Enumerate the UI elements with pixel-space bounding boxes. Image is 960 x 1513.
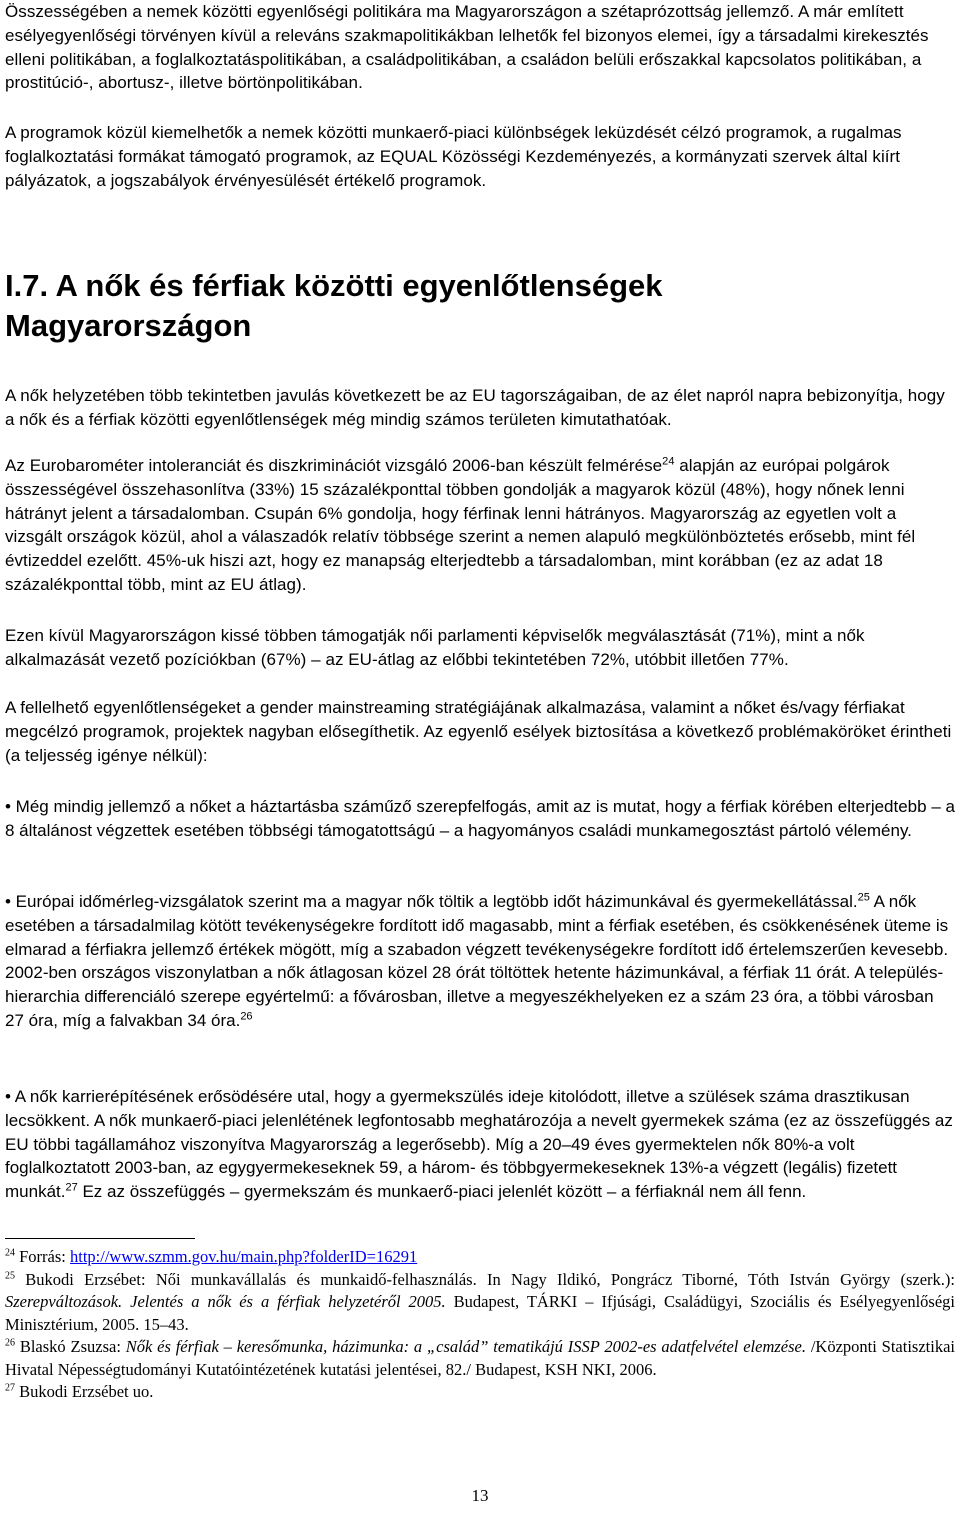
footnote-26 [5,1336,955,1381]
footnote-24-text: Forrás: [15,1247,70,1266]
footnote-26-text: Blaskó Zsuzsa: [15,1337,126,1356]
footnote-ref-27: 27 [65,1181,78,1194]
paragraph-parliament: Ezen kívül Magyarországon kissé többen támogatják női parlamenti képviselők megválasztását (71%), mint a nők alkalmazását vezető pozíciókban (67%) – az EU-átlag az előbbi tekintetében 72%, utóbbit illetően 77%. [5,626,865,669]
footnote-separator [5,1238,195,1239]
footnote-25 [5,1269,955,1337]
eurobarometer-text-start: Az Eurobarométer intoleranciát és diszkriminációt vizsgáló 2006-ban készült felmérése [5,456,663,475]
eurobarometer-text-end: alapján az európai polgárok összességével összehasonlítva (33%) 15 százalékponttal többen gondolják a magyarok közül (48%), hogy nőnek lenni hátrányt jelent a társadalomban. Csupán 6% gondolja, hogy férfinak lenni hátrányos. Magyarország az egyetlen volt a vizsgált országok közül, ahol a válaszadók relatív többsége szerint a nemen alapuló megkülönböztetés erősebb, mint fél évtizeddel ezelőtt. 45%-uk hiszi azt, hogy ez manapság elterjedtebb a társadalomban, mint korábban (ez az adat 18 százalékponttal több, mint az EU átlag). [5,456,916,594]
footnote-27-text: Bukodi Erzsébet uo. [15,1382,154,1401]
footnote-25-number: 25 [5,1270,15,1281]
page-number: 13 [471,1486,489,1505]
paragraph-gender-mainstreaming: A fellelhető egyenlőtlenségeket a gender mainstreaming stratégiájának alkalmazása, valamint a nőket és/vagy férfiakat megcélzó programok, projektek nagyban elősegíthetik. Az egyenlő esélyek biztosítása a következő problémaköröket érintheti (a teljesség igénye nélkül): [5,698,952,765]
footnote-26-title: Nők és férfiak – keresőmunka, házimunka: a „család” tematikájú ISSP 2002-es adatfelvétel elemzése. [125,1337,806,1356]
footnote-25-publisher: Budapest, TÁRKI – Ifjúsági, Családügyi, Szociális és Esélyegyenlőségi Minisztérium, 2005. 15–43. [5,1292,955,1334]
bullet-time-use [5,890,955,1033]
footnote-27-number: 27 [5,1382,15,1394]
footnote-25-title: Szerepváltozások. Jelentés a nők és a férfiak helyzetéről 2005. [5,1292,446,1311]
footnote-ref-25: 25 [857,891,870,904]
footnote-24-number: 24 [5,1247,15,1259]
paragraph-intro: A nők helyzetében több tekintetben javulás következett be az EU tagországaiban, de az élet napról napra bebizonyítja, hogy a nők és a férfiak közötti egyenlőtlenségek még mindig számos területen kimutathatóak. [5,386,945,429]
career-text-end: Ez az összefüggés – gyermekszám és munkaerő-piaci jelenlét között – a férfiaknál nem áll fenn. [77,1182,807,1202]
paragraph-summary: Összességében a nemek közötti egyenlőségi politikára ma Magyarországon a szétaprózottság jellemző. A már említett esélyegyenlőségi törvényen kívül a releváns szakmapolitikákban lelhetők fel bizonyos elemei, így a társadalmi kirekesztés elleni politikában, a foglalkoztatáspolitikában, a családpolitikában, a családon belüli erőszakkal kapcsolatos politikában, a prostitúció-, abortusz-, illetve börtönpolitikában. [5,2,929,93]
footnote-26-publisher: /Központi Statisztikai Hivatal Népességtudományi Kutatóintézetének kutatási jelentései, 82./ Budapest, KSH NKI, 2006. [5,1337,955,1379]
section-heading: I.7. A nők és férfiak közötti egyenlőtlenségek Magyarországon [5,268,663,343]
bullet-career [5,1085,955,1204]
footnote-26-number: 26 [5,1337,15,1349]
career-text-start: • A nők karrierépítésének erősödésére utal, hogy a gyermekszülés ideje kitolódott, illetve a szülések száma drasztikusan lecsökkent. A nők munkaerő-piaci jelenlétének legfontosabb meghatározója a nevelt gyermekek száma (ez az összefüggés az EU többi tagállamához viszonyítva Magyarország a legerősebb). Míg a 20–49 éves gyermektelen nők 80%-a volt foglalkoztatott 2003-ban, az egygyermekeseknek 59, a három- és többgyermekeseknek 13%-a végzett (legális) fizetett munkát. [5,1087,953,1202]
footnote-25-text: Bukodi Erzsébet: Női munkavállalás és munkaidő-felhasználás. In Nagy Ildikó, Pongrácz Tiborné, Tóth István György (szerk.): [15,1269,955,1289]
time-use-text-start: • Európai időmérleg-vizsgálatok szerint ma a magyar nők töltik a legtöbb időt házimunkával és gyermekellátással. [5,892,858,911]
time-use-text-end: A nők esetében a társadalmilag kötött tevékenységekre fordított idő magasabb, mint a férfiak esetében, és csökkenésének üteme is elmarad a férfiakra jellemző értékek mögött, míg a szabadon végzett tevékenységekre fordított idő értelemszerűen kevesebb. 2002-ben országos viszonylatban a nők átlagosan közel 28 órát töltöttek hetente házimunkával, a férfiak 11 órát. A település-hierarchia differenciáló szerepe egyértelmű: a fővárosban, illetve a megyeszékhelyeken ez a szám 23 óra, a többi városban 27 óra, míg a falvakban 34 óra. [5,892,949,1030]
footnote-24-link[interactable]: http://www.szmm.gov.hu/main.php?folderID=16291 [70,1247,418,1266]
footnotes [5,1246,955,1404]
paragraph-eurobarometer [5,454,955,597]
footnote-ref-24: 24 [662,455,675,468]
footnote-ref-26: 26 [240,1010,253,1023]
footnote-24 [5,1246,955,1269]
bullet-household-roles: • Még mindig jellemző a nőket a háztartásba száműző szerepfelfogás, amit az is mutat, hogy a férfiak körében elterjedtebb – a 8 általánost végzettek esetében többségi támogatottságú – a hagyományos családi munkamegosztást pártoló vélemény. [5,797,955,840]
footnote-27 [5,1381,955,1404]
paragraph-programs: A programok közül kiemelhetők a nemek közötti munkaerő-piaci különbségek leküzdését célzó programok, a rugalmas foglalkoztatási formákat támogató programok, az EQUAL Közösségi Kezdeményezés, a kormányzati szervek által kiírt pályázatok, a jogszabályok érvényesülését értékelő programok. [5,123,902,190]
